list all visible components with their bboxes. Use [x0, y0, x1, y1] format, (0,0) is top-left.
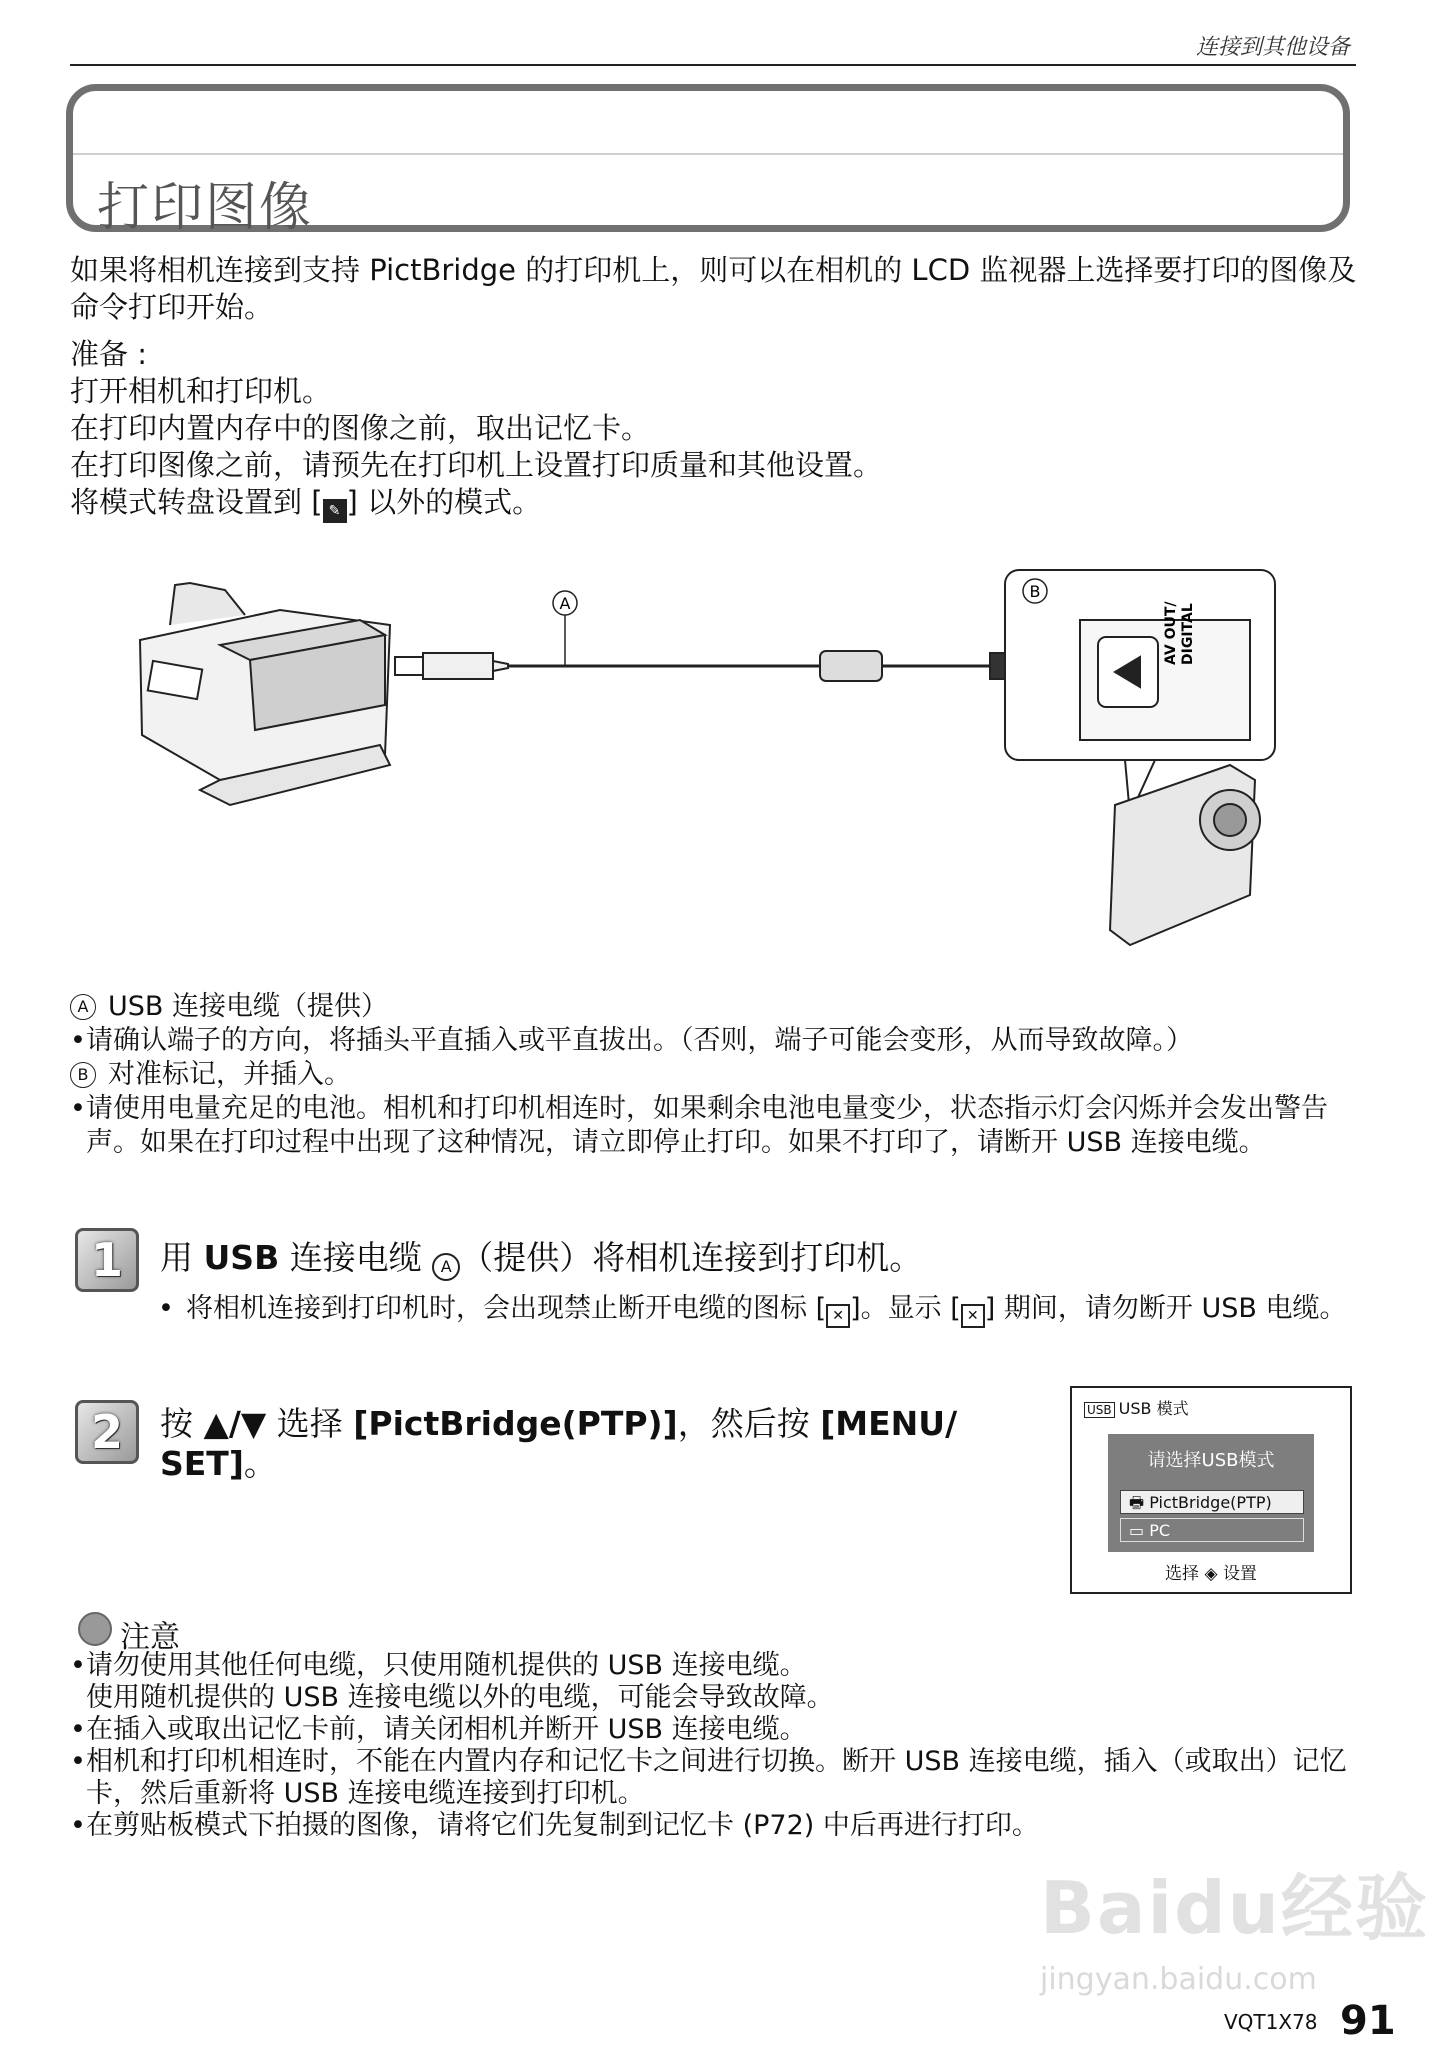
caution-pencil-icon	[78, 1612, 112, 1646]
preparation-block	[70, 336, 1360, 523]
footer-code: VQT1X78	[1224, 2010, 1318, 2034]
lcd-prompt: 请选择USB模式	[1147, 1450, 1275, 1471]
note-battery: • 请使用电量充足的电池。相机和打印机相连时，如果剩余电池电量变少，状态指示灯会闪烁并会发出警告声。如果在打印过程中出现了这种情况，请立即停止打印。如果不打印了，请断开 USB 连接电缆。	[70, 1092, 1360, 1160]
usb-cable	[395, 650, 1066, 684]
baidu-watermark: Baidu经验	[1040, 1866, 1429, 1950]
note-a	[70, 990, 1360, 1024]
no-disconnect-icon: ✕	[826, 1304, 850, 1328]
clipboard-mode-icon: ✎	[323, 499, 347, 523]
caution-item: • 在剪贴板模式下拍摄的图像，请将它们先复制到记忆卡 (P72) 中后再进行打印。	[70, 1810, 1039, 1841]
section-header: 连接到其他设备	[1195, 35, 1350, 60]
prep-line-part: 将模式转盘设置到 [	[70, 485, 323, 519]
step-1-title: 用 USB 连接电缆 A （提供）将相机连接到打印机。	[160, 1238, 922, 1281]
port-label-2: DIGITAL	[1180, 603, 1196, 665]
prep-line: 在打印内置内存中的图像之前，取出记忆卡。	[70, 411, 651, 445]
caution-item: • 在插入或取出记忆卡前，请关闭相机并断开 USB 连接电缆。	[70, 1714, 807, 1745]
printer-icon: 🖶	[1129, 1493, 1150, 1512]
note-b-text: 对准标记，并插入。	[108, 1059, 351, 1090]
camera-illustration	[1110, 760, 1260, 945]
step-1-mark: A	[432, 1253, 460, 1281]
note-a-bullet: • 请确认端子的方向，将插头平直插入或平直拔出。（否则，端子可能会变形，从而导致故障。）	[70, 1025, 1193, 1056]
note-b	[70, 1058, 1360, 1092]
port-label-1: AV OUT/	[1163, 601, 1179, 665]
no-disconnect-icon: ✕	[961, 1304, 985, 1328]
dial-icon: ◈	[1204, 1564, 1218, 1584]
caution-item: 使用随机提供的 USB 连接电缆以外的电缆，可能会导致故障。	[86, 1682, 834, 1713]
pc-icon: ▭	[1129, 1521, 1150, 1540]
header-rule	[70, 64, 1356, 66]
lcd-option-pictbridge[interactable]: 🖶 PictBridge(PTP)	[1120, 1490, 1304, 1514]
prep-line	[70, 484, 1360, 523]
usb-badge: USB	[1084, 1402, 1115, 1418]
note-battery-text: 请使用电量充足的电池。相机和打印机相连时，如果剩余电池电量变少，状态指示灯会闪烁并会发出警告声。如果在打印过程中出现了这种情况，请立即停止打印。如果不打印了，请断开 USB 连接电缆。	[86, 1093, 1328, 1158]
preparation-label: 准备 :	[70, 337, 147, 371]
prep-line: 打开相机和打印机。	[70, 374, 332, 408]
page-title: 打印图像	[97, 178, 314, 238]
diagram-notes	[70, 990, 1360, 1160]
watermark-url: jingyan.baidu.com	[1040, 1962, 1317, 1997]
prep-line-part: ] 以外的模式。	[346, 485, 542, 519]
lcd-footer: 选择 ◈ 设置	[1165, 1564, 1257, 1584]
note-b-mark: B	[70, 1062, 96, 1088]
step-2-badge: 2	[75, 1400, 139, 1464]
caution-item: • 相机和打印机相连时，不能在内置内存和记忆卡之间进行切换。断开 USB 连接电缆，插入（或取出）记忆卡，然后重新将 USB 连接电缆连接到打印机。	[70, 1746, 1347, 1809]
caution-item: • 请勿使用其他任何电缆，只使用随机提供的 USB 连接电缆。	[70, 1650, 807, 1681]
note-a-mark: A	[70, 994, 96, 1020]
label-a: A	[559, 594, 571, 613]
printer-illustration	[140, 583, 390, 805]
lcd-header: USB USB 模式	[1084, 1396, 1189, 1419]
label-b: B	[1029, 582, 1041, 601]
lcd-usb-mode-screen	[1070, 1386, 1352, 1594]
note-a-bullet-text: 请确认端子的方向，将插头平直插入或平直拔出。（否则，端子可能会变形，从而导致故障。）	[86, 1025, 1193, 1056]
lcd-menu-panel	[1108, 1434, 1314, 1552]
connection-diagram	[130, 565, 1310, 955]
prep-line: 在打印图像之前，请预先在打印机上设置打印质量和其他设置。	[70, 448, 883, 482]
lcd-option-pc[interactable]: ▭ PC	[1120, 1518, 1304, 1542]
note-a-text: USB 连接电缆（提供）	[108, 991, 389, 1022]
step-1-note: • 将相机连接到打印机时，会出现禁止断开电缆的图标 [ ✕ ]。显示 [ ✕ ] 期间，请勿断开 USB 电缆。	[158, 1292, 1358, 1328]
intro-paragraph: 如果将相机连接到支持 PictBridge 的打印机上，则可以在相机的 LCD 监视器上选择要打印的图像及命令打印开始。	[70, 253, 1357, 324]
page-number: 91	[1340, 1998, 1396, 2044]
caution-list	[70, 1650, 1360, 1842]
title-inner-rule	[73, 153, 1343, 155]
title-frame	[66, 84, 1350, 238]
caution-title: 注意	[120, 1620, 180, 1655]
step-2-title: 按 ▲/▼ 选择 [PictBridge(PTP)]，然后按 [MENU/ SET]。	[160, 1404, 958, 1483]
port-zoom-box	[1005, 570, 1275, 760]
step-1-badge: 1	[75, 1228, 139, 1292]
